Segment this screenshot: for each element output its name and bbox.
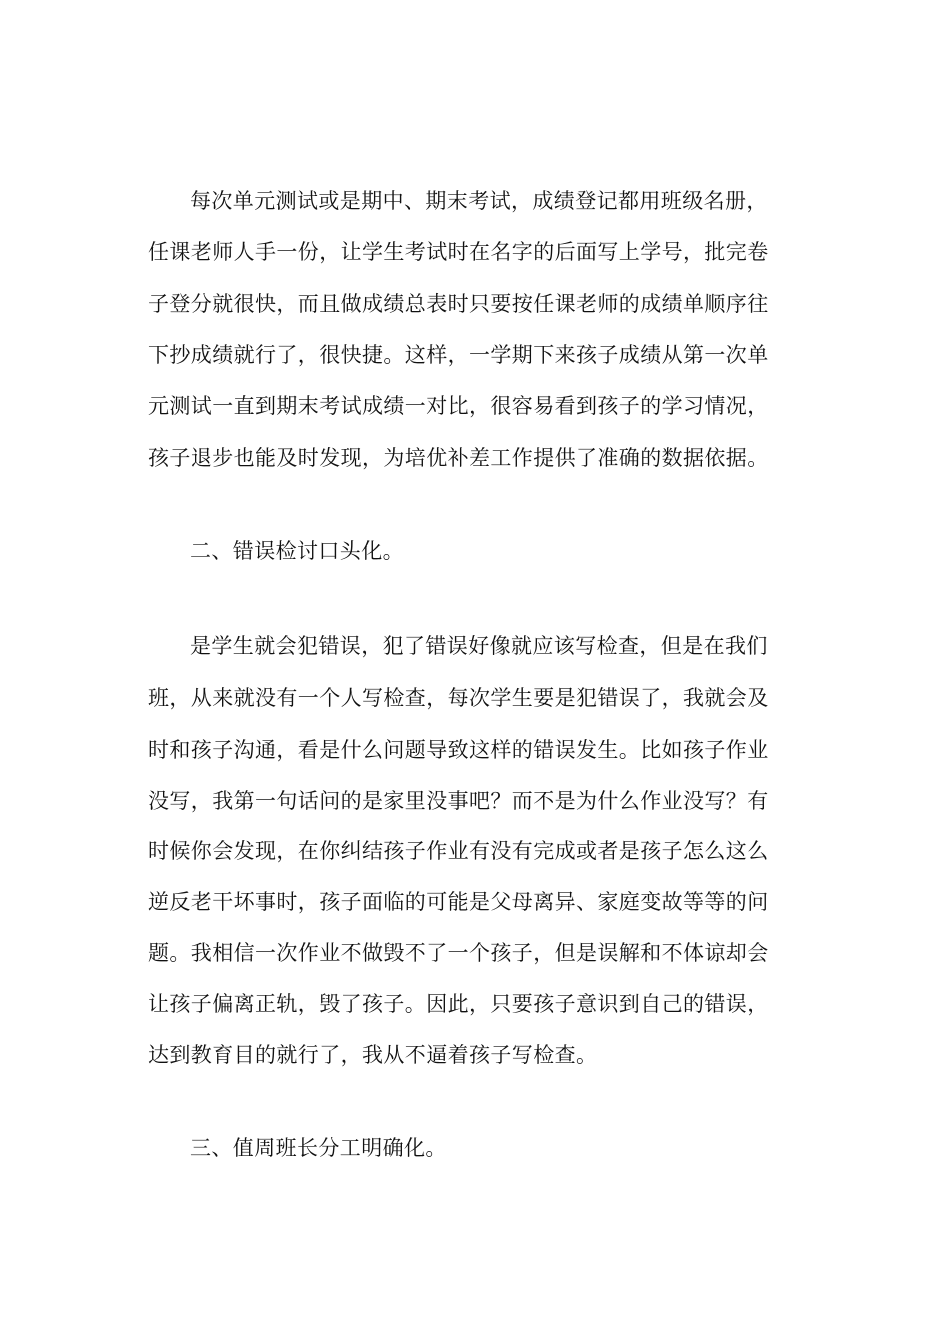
paragraph-line: 班，从来就没有一个人写检查，每次学生要是犯错误了，我就会及 — [148, 686, 769, 710]
section-heading: 二、错误检讨口头化。 — [190, 539, 404, 563]
paragraph-line: 时候你会发现，在你纠结孩子作业有没有完成或者是孩子怎么这么 — [148, 839, 769, 863]
paragraph-line: 时和孩子沟通，看是什么问题导致这样的错误发生。比如孩子作业 — [148, 738, 769, 762]
paragraph-line: 每次单元测试或是期中、期末考试，成绩登记都用班级名册， — [190, 189, 768, 213]
paragraph-line: 下抄成绩就行了，很快捷。这样，一学期下来孩子成绩从第一次单 — [148, 343, 769, 367]
paragraph-line: 题。我相信一次作业不做毁不了一个孩子，但是误解和不体谅却会 — [148, 941, 769, 965]
paragraph-line: 让孩子偏离正轨，毁了孩子。因此，只要孩子意识到自己的错误， — [148, 992, 769, 1016]
section-heading: 三、值周班长分工明确化。 — [190, 1136, 447, 1160]
paragraph-line: 子登分就很快，而且做成绩总表时只要按任课老师的成绩单顺序往 — [148, 292, 769, 316]
paragraph-line: 达到教育目的就行了，我从不逼着孩子写检查。 — [148, 1043, 598, 1067]
paragraph-line: 逆反老干坏事时，孩子面临的可能是父母离异、家庭变故等等的问 — [148, 890, 769, 914]
paragraph-line: 没写，我第一句话问的是家里没事吧？而不是为什么作业没写？有 — [148, 789, 769, 813]
paragraph-line: 元测试一直到期末考试成绩一对比，很容易看到孩子的学习情况， — [148, 394, 769, 418]
paragraph-line: 任课老师人手一份，让学生考试时在名字的后面写上学号，批完卷 — [148, 240, 769, 264]
paragraph-line: 孩子退步也能及时发现，为培优补差工作提供了准确的数据依据。 — [148, 446, 769, 470]
paragraph-line: 是学生就会犯错误，犯了错误好像就应该写检查，但是在我们 — [190, 634, 768, 658]
